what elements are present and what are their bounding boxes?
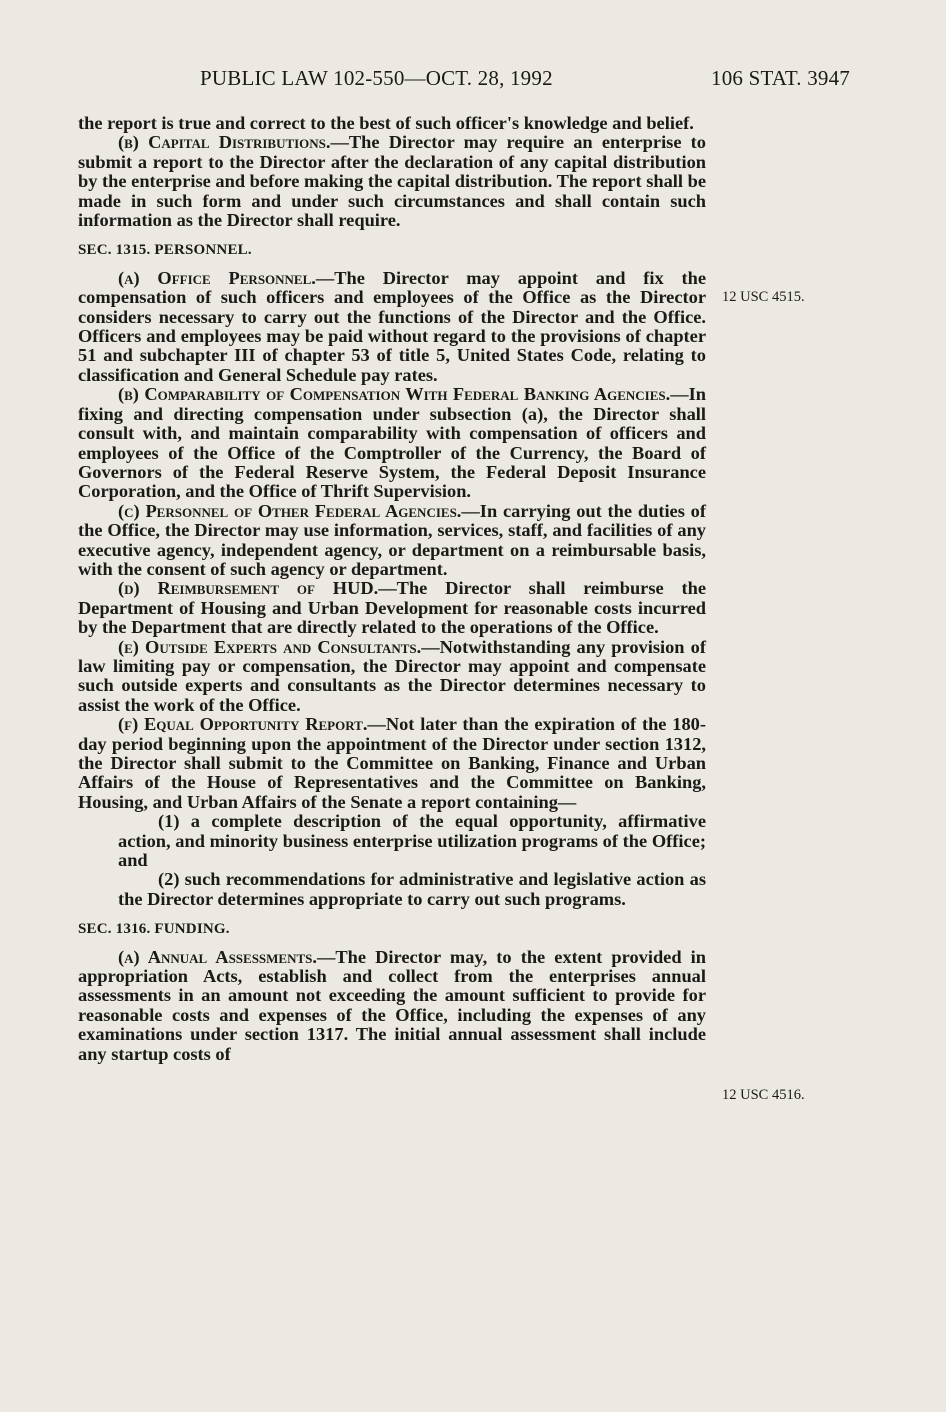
margin-note-sec-1315: 12 USC 4515. bbox=[722, 289, 805, 305]
paragraph-other-agencies bbox=[78, 502, 706, 580]
paragraph-heading: (a) Office Personnel. bbox=[118, 267, 316, 288]
page-header bbox=[200, 66, 850, 94]
paragraph-text: —In fixing and directing compensation under subsection (a), the Director shall consult with, and maintain comparability with compensation of officers and employees of the Office of the Comptroller of the Currency, the Board of Governors of the Federal Reserve System, the Federal Deposit Insurance Corporation, and the Office of Thrift Supervision. bbox=[78, 384, 706, 502]
paragraph-annual-assessments bbox=[78, 948, 706, 1064]
paragraph-text: —The Director shall reimburse the Department of Housing and Urban Development for reasonable costs incurred by the Department that are directly related to the operations of the Office. bbox=[78, 578, 707, 638]
document-body bbox=[78, 114, 706, 1064]
paragraph-heading: (b) Capital Distributions. bbox=[118, 132, 331, 153]
paragraph-heading: (e) Outside Experts and Consultants. bbox=[118, 636, 422, 657]
paragraph-text: —Notwithstanding any provision of law limiting pay or compensation, the Director may appoint and compensate such outside experts and consultants as the Director determines necessary to assist the work of the Office. bbox=[78, 636, 706, 715]
paragraph-continuation bbox=[78, 114, 706, 133]
paragraph-text: —In carrying out the duties of the Office, the Director may use information, services, staff, and facilities of any executive agency, independent agency, or department on a reimbursable basis, with the consent of such agency or department. bbox=[78, 500, 706, 579]
section-heading-1315: SEC. 1315. PERSONNEL. bbox=[78, 242, 252, 259]
paragraph-heading: (a) Annual Assessments. bbox=[118, 946, 317, 967]
paragraph-outside-experts bbox=[78, 638, 706, 716]
paragraph-equal-opportunity bbox=[78, 715, 706, 812]
paragraph-heading: (d) Reimbursement of HUD. bbox=[118, 578, 379, 599]
paragraph-text: —The Director may, to the extent provided in appropriation Acts, establish and collect from the enterprises annual assessments in an amount not exceeding the amount sufficient to provide for reasonable costs and expenses of the Office, including the expenses of any examinations under section 1317. The initial annual assessment shall include any startup costs of bbox=[78, 946, 706, 1064]
paragraph-text: —The Director may appoint and fix the compensation of such officers and employees of the Office as the Director considers necessary to carry out the functions of the Director and the Office. Officers and employees may be paid without regard to the provisions of chapter 51 and subchapter III of chapter 53 of title 5, United States Code, relating to classification and General Schedule pay rates. bbox=[78, 267, 706, 385]
paragraph-text: —Not later than the expiration of the 180-day period beginning upon the appointment of the Director under section 1312, the Director shall submit to the Committee on Banking, Finance and Urban Affairs of the House of Representatives and the Committee on Banking, Housing, and Urban Affairs of the Senate a report containing— bbox=[78, 714, 706, 812]
list-item-2: (2) such recommendations for administrative and legislative action as the Director determines appropriate to carry out such programs. bbox=[118, 869, 706, 909]
header-title: PUBLIC LAW 102-550—OCT. 28, 1992 bbox=[200, 66, 553, 90]
paragraph-comparability bbox=[78, 385, 706, 501]
paragraph-heading: (c) Personnel of Other Federal Agencies. bbox=[118, 500, 462, 521]
paragraph-heading: (b) Comparability of Compensation With Federal Banking Agencies. bbox=[118, 384, 671, 405]
paragraph-reimbursement-hud bbox=[78, 579, 706, 637]
paragraph-capital-distributions bbox=[78, 133, 706, 230]
paragraph-text: —The Director may require an enterprise to submit a report to the Director after the declaration of any capital distribution by the enterprise and before making the capital distribution. The report shall be made in such form and under such circumstances and shall contain such information as the Director shall require. bbox=[78, 132, 706, 231]
paragraph-heading: (f) Equal Opportunity Report. bbox=[118, 714, 368, 735]
paragraph-office-personnel bbox=[78, 269, 706, 385]
section-heading-1316: SEC. 1316. FUNDING. bbox=[78, 921, 230, 938]
list-item-1: (1) a complete description of the equal opportunity, affirmative action, and minority business enterprise utilization programs of the Office; and bbox=[118, 811, 706, 871]
margin-note-sec-1316: 12 USC 4516. bbox=[722, 1087, 805, 1103]
paragraph-text: the report is true and correct to the best of such officer's knowledge and belief. bbox=[78, 113, 694, 133]
header-stat-page: 106 STAT. 3947 bbox=[711, 66, 850, 90]
